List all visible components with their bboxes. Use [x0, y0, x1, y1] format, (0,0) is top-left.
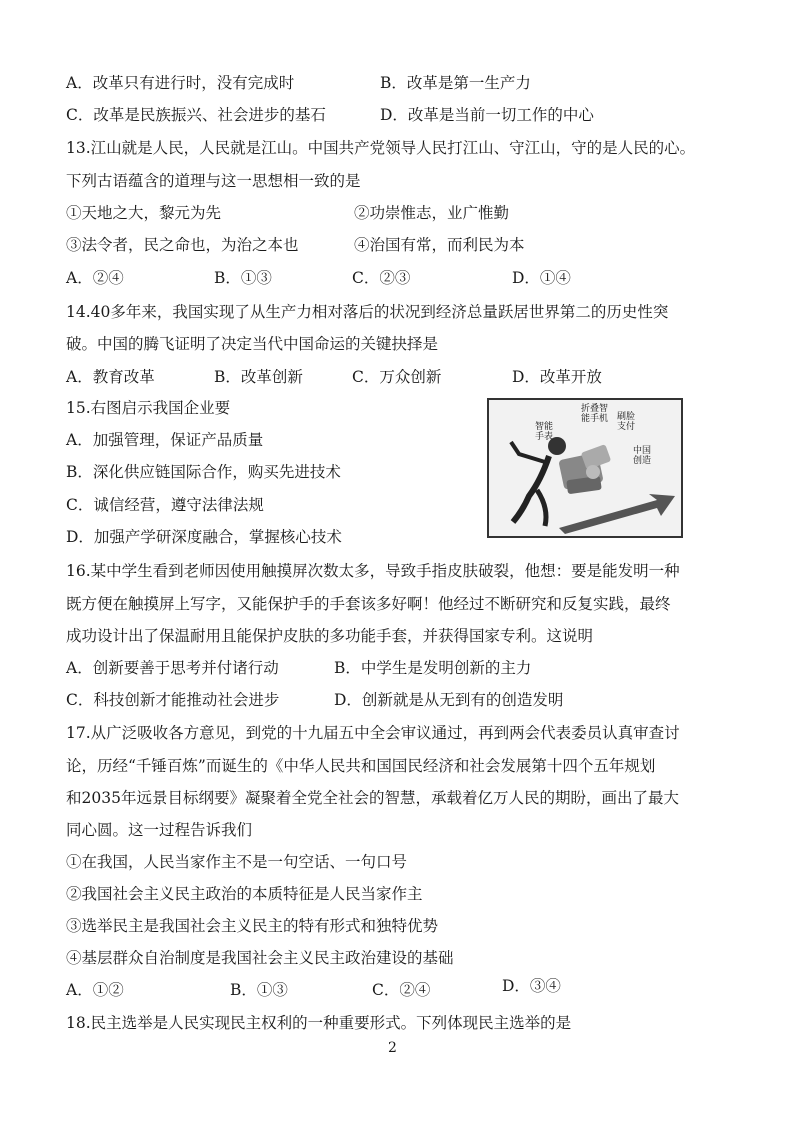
q15-option-d: D．加强产学研深度融合，掌握核心技术 [66, 528, 342, 546]
q17-statement-2: ②我国社会主义民主政治的本质特征是人民当家作主 [66, 885, 423, 903]
q13-option-c: C．②③ [352, 269, 411, 287]
q16-stem-line1: 16.某中学生看到老师因使用触摸屏次数太多，导致手指皮肤破裂，他想：要是能发明一种 [66, 562, 680, 580]
page-number: 2 [388, 1040, 397, 1056]
label-face-payment: 刷脸 支付 [617, 412, 636, 432]
q16-stem-line2: 既方便在触摸屏上写字，又能保护手的手套该多好啊！他经过不断研究和反复实践，最终 [66, 595, 671, 613]
q16-option-c: C．科技创新才能推动社会进步 [66, 691, 280, 709]
label-smart-watch: 智能 手表 [535, 422, 554, 442]
label-folding-phone: 折叠智 能手机 [581, 404, 609, 424]
q14-option-b: B．改革创新 [214, 368, 303, 386]
q13-stem-line2: 下列古语蕴含的道理与这一思想相一致的是 [66, 172, 361, 190]
q13-statement-2: ②功崇惟志，业广惟勤 [354, 204, 510, 222]
q17-option-d: D．③④ [502, 977, 561, 995]
q17-statement-3: ③选举民主是我国社会主义民主的特有形式和独特优势 [66, 917, 439, 935]
q17-stem-line4: 同心圆。这一过程告诉我们 [66, 821, 253, 839]
q13-statement-1: ①天地之大，黎元为先 [66, 204, 222, 222]
q12-option-c: C．改革是民族振兴、社会进步的基石 [66, 106, 326, 124]
q13-option-b: B．①③ [214, 269, 272, 287]
q17-option-b: B．①③ [230, 981, 288, 999]
q16-stem-line3: 成功设计出了保温耐用且能保护皮肤的多功能手套，并获得国家专利。这说明 [66, 627, 594, 645]
q13-option-a: A．②④ [66, 269, 124, 287]
q16-option-b: B．中学生是发明创新的主力 [334, 659, 532, 677]
q17-statement-4: ④基层群众自治制度是我国社会主义民主政治建设的基础 [66, 949, 454, 967]
q17-stem-line2: 论，历经“千锤百炼”而诞生的《中华人民共和国国民经济和社会发展第十四个五年规划 [66, 757, 656, 775]
q15-option-a: A．加强管理，保证产品质量 [66, 431, 264, 449]
q17-stem-line1: 17.从广泛吸收各方意见，到党的十九届五中全会审议通过，再到两会代表委员认真审查讨 [66, 724, 680, 742]
q14-stem-line1: 14.40多年来，我国实现了从生产力相对落后的状况到经济总量跃居世界第二的历史性突 [66, 303, 669, 321]
q17-option-c: C．②④ [372, 981, 431, 999]
q12-option-d: D．改革是当前一切工作的中心 [380, 106, 594, 124]
q18-stem-line1: 18.民主选举是人民实现民主权利的一种重要形式。下列体现民主选举的是 [66, 1014, 572, 1032]
q17-statement-1: ①在我国，人民当家作主不是一句空话、一句口号 [66, 853, 408, 871]
q13-statement-4: ④治国有常，而利民为本 [354, 236, 525, 254]
q14-stem-line2: 破。中国的腾飞证明了决定当代中国命运的关键抉择是 [66, 335, 439, 353]
q16-option-d: D．创新就是从无到有的创造发明 [334, 691, 564, 709]
q14-option-c: C．万众创新 [352, 368, 442, 386]
q17-option-a: A．①② [66, 981, 124, 999]
cartoon-figure [487, 398, 683, 538]
q15-option-b: B．深化供应链国际合作，购买先进技术 [66, 463, 341, 481]
q13-option-d: D．①④ [512, 269, 571, 287]
q14-option-d: D．改革开放 [512, 368, 602, 386]
q17-stem-line3: 和2035年远景目标纲要》凝聚着全党全社会的智慧，承载着亿万人民的期盼，画出了最大 [66, 789, 679, 807]
q15-stem: 15.右图启示我国企业要 [66, 399, 231, 417]
q14-option-a: A．教育改革 [66, 368, 155, 386]
q12-option-a: A．改革只有进行时，没有完成时 [66, 74, 295, 92]
q15-option-c: C．诚信经营，遵守法律法规 [66, 496, 264, 514]
q13-statement-3: ③法令者，民之命也，为治之本也 [66, 236, 299, 254]
q12-option-b: B．改革是第一生产力 [380, 74, 531, 92]
q16-option-a: A．创新要善于思考并付诸行动 [66, 659, 279, 677]
q13-stem-line1: 13.江山就是人民，人民就是江山。中国共产党领导人民打江山、守江山，守的是人民的心。 [66, 139, 696, 157]
label-made-in-china: 中国 创造 [633, 446, 652, 466]
